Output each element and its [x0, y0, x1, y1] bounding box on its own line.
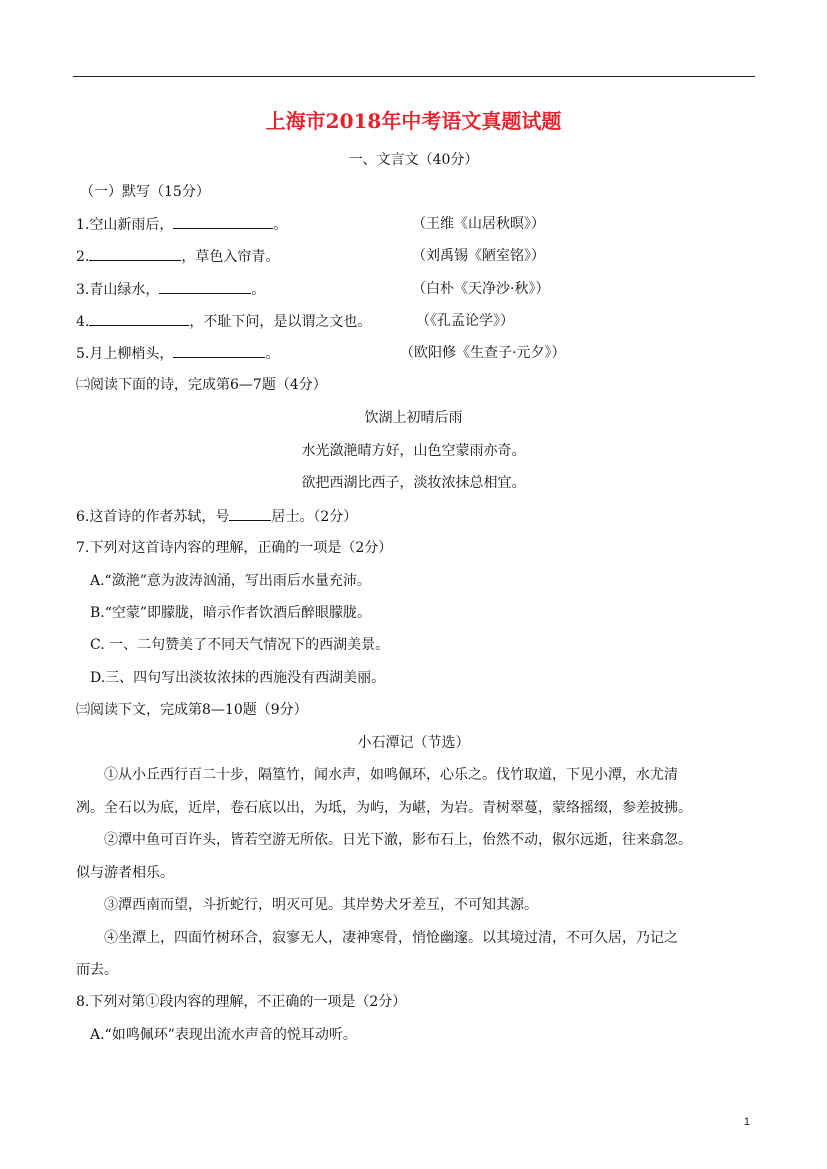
part1-heading: （一）默写（15分）: [80, 184, 210, 200]
question-6: [76, 506, 357, 527]
question-8: 8.下列对第①段内容的理解，不正确的一项是（2分）: [76, 994, 407, 1010]
dictation-item-4-text: ，不耻下问，是以谓之文也。: [189, 314, 372, 330]
passage-line: ①从小丘西行百二十步，隔篁竹，闻水声，如鸣佩环，心乐之。伐竹取道，下见小潭，水尤清: [104, 767, 678, 783]
passage-line: 似与游者相乐。: [76, 865, 174, 881]
question-7-option-d: D.三、四句写出淡妆浓抹的西施没有西湖美丽。: [90, 670, 386, 686]
question-7-option-a: A.“潋滟”意为波涛汹涌，写出雨后水量充沛。: [90, 573, 371, 589]
dictation-item-1-text: 1.空山新雨后，: [76, 217, 174, 233]
passage-title: 小石潭记（节选）: [357, 735, 470, 751]
question-6-text: 6.这首诗的作者苏轼，号: [76, 509, 230, 525]
question-6-end: 居士。（2分）: [271, 509, 358, 525]
dictation-item-1-source: （王维《山居秋暝》）: [412, 216, 545, 232]
poem-line-1: 水光潋滟晴方好，山色空蒙雨亦奇。: [301, 443, 526, 459]
dictation-item-4: [76, 311, 371, 332]
question-7: 7.下列对这首诗内容的理解，正确的一项是（2分）: [76, 540, 393, 556]
dictation-item-3-text: 3.青山绿水，: [76, 282, 160, 298]
answer-blank[interactable]: [159, 279, 251, 294]
dictation-item-4-source: （《孔孟论学》）: [416, 313, 514, 329]
question-7-option-c: C. 一、二句赞美了不同天气情况下的西湖美景。: [90, 637, 390, 653]
answer-blank[interactable]: [229, 506, 271, 521]
passage-line: 冽。全石以为底，近岸，卷石底以出，为坻，为屿，为嵁，为岩。青树翠蔓，蒙络摇缀，参差披拂。: [76, 800, 692, 816]
dictation-item-3: [76, 279, 265, 300]
dictation-item-5-text: 5.月上柳梢头，: [76, 346, 174, 362]
answer-blank[interactable]: [173, 343, 265, 358]
part3-heading: ㈢阅读下文，完成第8—10题（9分）: [76, 702, 308, 718]
dictation-item-5: [76, 343, 279, 364]
poem-title: 饮湖上初晴后雨: [364, 410, 463, 426]
answer-blank[interactable]: [89, 311, 189, 326]
dictation-item-5-source: （欧阳修《生查子·元夕》）: [400, 345, 566, 361]
dictation-item-2-number: 2.: [76, 249, 90, 265]
passage-line: ②潭中鱼可百许头，皆若空游无所依。日光下澈，影布石上，佁然不动，俶尔远逝，往来翕忽。: [104, 832, 692, 848]
answer-blank[interactable]: [173, 214, 273, 229]
passage-line: ③潭西南而望，斗折蛇行，明灭可见。其岸势犬牙差互，不可知其源。: [104, 897, 538, 913]
dictation-item-1-end: 。: [273, 217, 288, 233]
page-number: 1: [743, 1116, 750, 1128]
dictation-item-2-source: （刘禹锡《陋室铭》）: [412, 248, 545, 264]
dictation-item-1: [76, 214, 287, 235]
page-title: 上海市2018年中考语文真题试题: [265, 109, 562, 133]
answer-blank[interactable]: [89, 246, 181, 261]
question-7-option-b: B.“空蒙”即朦胧，暗示作者饮酒后醉眼朦胧。: [90, 605, 372, 621]
dictation-item-3-source: （白朴《天净沙·秋》）: [412, 281, 550, 297]
passage-line: ④坐潭上，四面竹树环合，寂寥无人，凄神寒骨，悄怆幽邃。以其境过清，不可久居，乃记之: [104, 930, 678, 946]
dictation-item-4-number: 4.: [76, 314, 90, 330]
passage-line: 而去。: [76, 962, 118, 978]
dictation-item-2-text: ，草色入帘青。: [181, 249, 280, 265]
dictation-item-3-end: 。: [251, 282, 266, 298]
dictation-item-2: [76, 246, 279, 267]
part2-heading: ㈡阅读下面的诗，完成第6—7题（4分）: [76, 377, 327, 393]
dictation-item-5-end: 。: [265, 346, 280, 362]
poem-line-2: 欲把西湖比西子，淡妆浓抹总相宜。: [301, 475, 526, 491]
header-rule: [73, 76, 755, 77]
section-heading: 一、文言文（40分）: [348, 152, 479, 168]
question-8-option-a: A.“如鸣佩环”表现出流水声音的悦耳动听。: [90, 1027, 357, 1043]
